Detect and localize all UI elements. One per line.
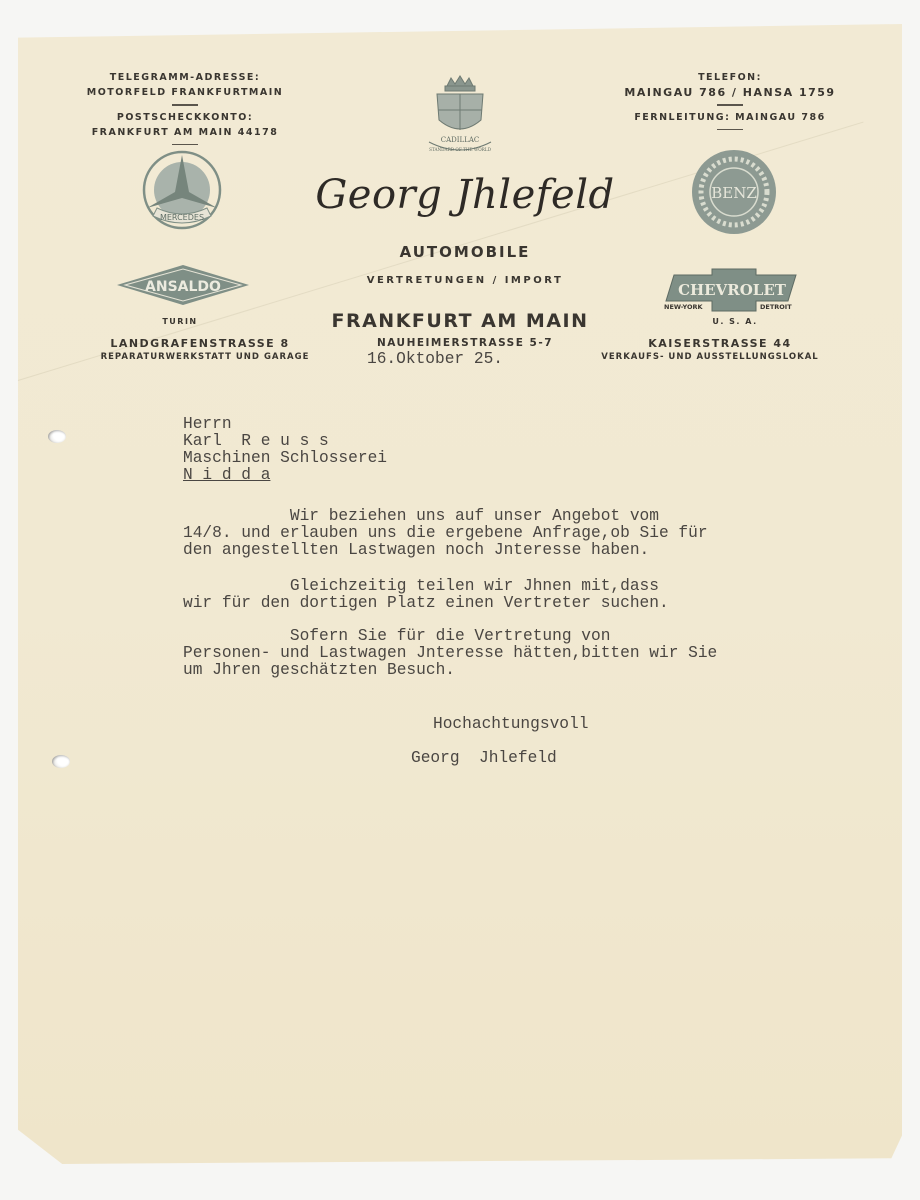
telegram-value: MOTORFELD FRANKFURTMAIN [86, 87, 284, 98]
telegram-block [70, 70, 300, 149]
ansaldo-city: TURIN [162, 317, 198, 326]
recipient-line: Karl R e u s s [183, 432, 329, 450]
right-street: KAISERSTRASSE 44 [648, 337, 792, 350]
center-street: NAUHEIMERSTRASSE 5-7 [376, 337, 554, 349]
mercedes-logo-icon [137, 150, 227, 238]
telefon-block [610, 70, 850, 134]
divider [717, 104, 743, 106]
recipient-block [183, 416, 387, 484]
svg-text:ANSALDO: ANSALDO [145, 279, 221, 295]
chevrolet-newyork: NEW-YORK [664, 303, 703, 311]
divider [172, 104, 198, 106]
recipient-line: Maschinen Schlosserei [183, 449, 387, 467]
telefon-label: TELEFON: [698, 72, 762, 83]
divider [172, 144, 198, 146]
punch-hole-bottom [52, 755, 70, 768]
fernleitung: FERNLEITUNG: MAINGAU 786 [634, 111, 826, 123]
svg-text:BENZ: BENZ [711, 184, 757, 202]
postscheck-value: FRANKFURT AM MAIN 44178 [91, 126, 279, 138]
divider [717, 129, 743, 131]
chevrolet-detroit: DETROIT [760, 303, 792, 311]
right-street-desc: VERKAUFS- UND AUSSTELLUNGSLOKAL [601, 352, 819, 362]
benz-logo-icon [688, 148, 780, 240]
svg-text:CADILLAC: CADILLAC [440, 136, 480, 144]
chevrolet-country: U. S. A. [712, 317, 758, 326]
svg-text:MERCEDES: MERCEDES [159, 213, 205, 222]
postscheck-label: POSTSCHECKKONTO: [116, 111, 254, 123]
svg-text:STANDARD OF THE WORLD: STANDARD OF THE WORLD [429, 147, 491, 152]
left-street: LANDGRAFENSTRASSE 8 [110, 337, 290, 350]
paragraph-line: um Jhren geschätzten Besuch. [183, 661, 455, 679]
paragraph-line: Gleichzeitig teilen wir Jhnen mit,dass [183, 577, 659, 595]
left-street-desc: REPARATURWERKSTATT UND GARAGE [100, 352, 310, 362]
cadillac-logo-icon [415, 72, 505, 154]
recipient-city: N i d d a [183, 466, 271, 484]
paragraph-line: Wir beziehen uns auf unser Angebot vom [183, 507, 659, 525]
paragraph-3 [183, 628, 717, 679]
letter-date: 16.Oktober 25. [367, 350, 503, 368]
paragraph-2 [183, 578, 669, 612]
business-type: AUTOMOBILE [399, 243, 531, 261]
paragraph-1 [183, 508, 708, 559]
closing: Hochachtungsvoll [433, 715, 589, 733]
telefon-value: MAINGAU 786 / HANSA 1759 [624, 86, 836, 99]
telegram-label: TELEGRAMM-ADRESSE: [109, 72, 261, 83]
punch-hole-top [48, 430, 66, 443]
ansaldo-logo-icon [115, 263, 251, 307]
signature: Georg Jhlefeld [411, 749, 557, 767]
services: VERTRETUNGEN / IMPORT [366, 275, 564, 286]
paragraph-line: 14/8. und erlauben uns die ergebene Anfrage,ob Sie für [183, 524, 708, 542]
recipient-line: Herrn [183, 415, 232, 433]
svg-text:CHEVROLET: CHEVROLET [678, 281, 786, 299]
paragraph-line: den angestellten Lastwagen noch Jnteresse haben. [183, 541, 650, 559]
city: FRANKFURT AM MAIN [331, 310, 589, 332]
company-name: Georg Jhlefeld [315, 172, 615, 218]
paragraph-line: Personen- und Lastwagen Jnteresse hätten,bitten wir Sie [183, 644, 718, 662]
chevrolet-logo-icon [664, 267, 804, 319]
paragraph-line: wir für den dortigen Platz einen Vertreter suchen. [183, 594, 669, 612]
paragraph-line: Sofern Sie für die Vertretung von [183, 627, 611, 645]
